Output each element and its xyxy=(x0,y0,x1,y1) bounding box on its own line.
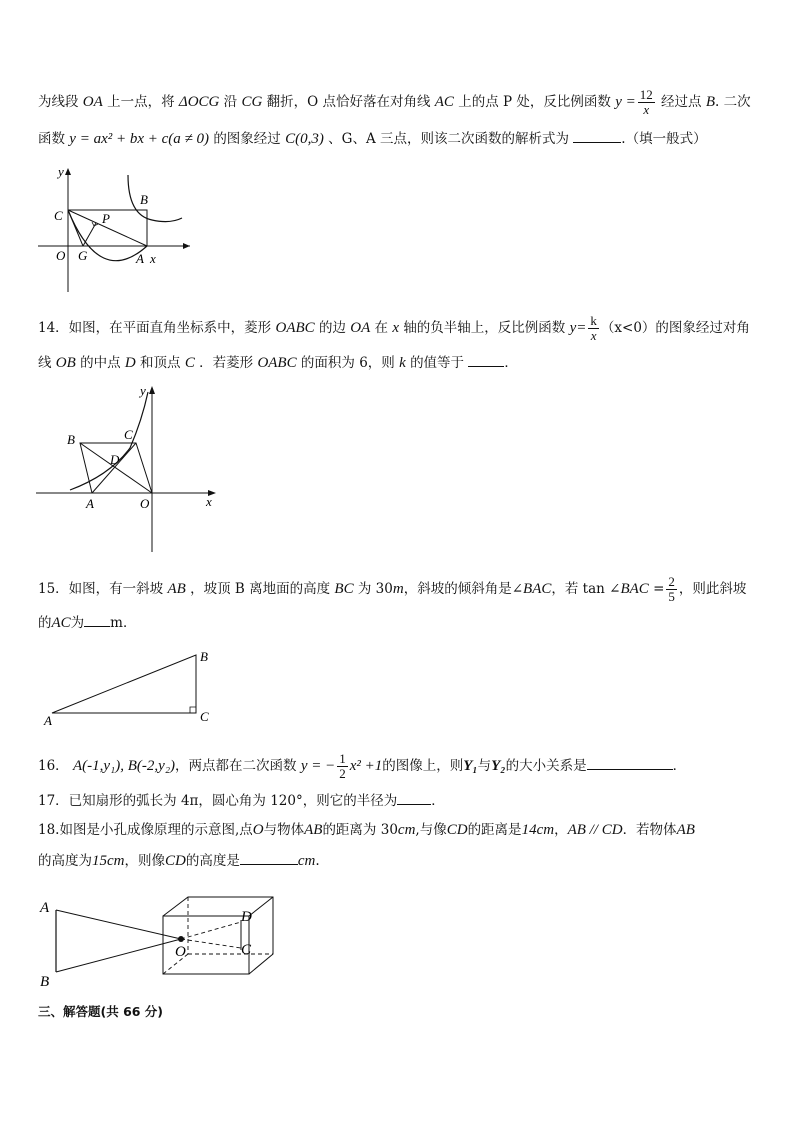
q14-fraction xyxy=(588,314,599,343)
q16-points: A(-1,y₁), B(-2,y₂) xyxy=(72,758,176,774)
q16-answer-blank[interactable] xyxy=(587,755,673,770)
q18-label-o: O xyxy=(175,944,186,960)
q13-y-arrow xyxy=(65,168,71,175)
q14-text: 线 xyxy=(38,355,52,371)
q18-ab: AB xyxy=(304,822,323,838)
q13-text: 的图象经过 xyxy=(213,131,281,147)
q14-text: 在 xyxy=(374,320,389,336)
q13-ac: AC xyxy=(434,94,454,110)
q14-text: 的中点 xyxy=(80,355,121,371)
q16-text: 16． xyxy=(38,758,69,774)
q15-label-b: B xyxy=(200,649,208,664)
q17-line xyxy=(38,790,445,811)
q13-point-c: C(0,3) xyxy=(285,131,324,147)
q18-line-2 xyxy=(38,850,320,871)
q15-bac: BAC xyxy=(523,581,552,597)
q14-func: y= xyxy=(569,320,587,336)
q13-text: 翻折，O 点恰好落在对角线 xyxy=(266,94,431,110)
q18-text: 的高度为 xyxy=(38,853,92,869)
q14-k: k xyxy=(399,355,406,371)
q15-figure xyxy=(36,645,226,730)
q15-eq: = xyxy=(653,581,665,597)
q15-right-angle xyxy=(190,707,196,713)
q17-text: 17．已知扇形的弧长为 4π，圆心角为 120°，则它的半径为 xyxy=(38,793,398,809)
q13-den: x xyxy=(643,102,650,117)
q13-line-2 xyxy=(38,128,707,149)
q16-y1: Y₁ xyxy=(463,758,478,774)
q13-label-g: G xyxy=(78,248,88,263)
q14-diagonal-ob xyxy=(80,443,152,493)
q18-image-ray-c xyxy=(181,939,241,948)
q18-pinhole-o xyxy=(178,936,184,942)
q13-label-c: C xyxy=(54,208,63,223)
q13-label-a: A xyxy=(136,251,144,266)
q15-fraction xyxy=(666,575,677,604)
q15-den: 5 xyxy=(668,589,675,604)
q16-text: ，两点都在二次函数 xyxy=(175,758,297,774)
q13-text: 经过点 xyxy=(661,94,702,110)
q16-text: ． xyxy=(672,758,687,774)
q16-den: 2 xyxy=(339,766,346,781)
q14-hyperbola xyxy=(70,392,148,490)
q14-label-o: O xyxy=(140,496,150,511)
q15-label-a: A xyxy=(44,713,52,728)
q13-oa: OA xyxy=(82,94,103,110)
q18-label-a: A xyxy=(40,900,50,916)
q13-cg: CG xyxy=(241,94,263,110)
q14-text: 的值等于 xyxy=(410,355,465,371)
q16-func: x² +1 xyxy=(349,758,383,774)
q15-text: ，若 tan ∠ xyxy=(551,581,621,597)
q18-text: 的距离为 30 xyxy=(322,822,398,838)
q15-text: 为 30 xyxy=(357,581,393,597)
q15-triangle xyxy=(52,655,196,713)
q13-text: 沿 xyxy=(223,94,238,110)
q14-text: 14．如图，在平面直角坐标系中，菱形 xyxy=(38,320,272,336)
q18-text: ，则像 xyxy=(124,853,165,869)
q16-text: 的大小关系是 xyxy=(505,758,587,774)
q15-m: m xyxy=(392,581,404,597)
q15-bac: BAC xyxy=(620,581,649,597)
q18-cm: cm xyxy=(397,822,416,838)
q13-func: y = xyxy=(615,94,636,110)
q13-figure xyxy=(30,160,230,295)
q18-text: ， xyxy=(554,822,568,838)
q14-text: 的边 xyxy=(318,320,346,336)
q18-cm: cm xyxy=(297,853,316,869)
q14-label-x: x xyxy=(206,494,212,509)
q14-label-b: B xyxy=(67,432,75,447)
q14-oabc: OABC xyxy=(257,355,297,371)
q14-y-arrow xyxy=(149,386,155,394)
q15-text: 15．如图，有一斜坡 xyxy=(38,581,164,597)
q13-fraction xyxy=(638,88,655,117)
q14-oa: OA xyxy=(350,320,371,336)
q18-parallel: AB // CD xyxy=(567,822,623,838)
q18-line-1 xyxy=(38,820,695,840)
q13-line-1 xyxy=(38,88,751,117)
q18-text: ．若物体 xyxy=(622,822,677,838)
q17-answer-blank[interactable] xyxy=(397,790,431,805)
q18-label-d: D xyxy=(241,909,252,925)
q13-label-x: x xyxy=(150,251,156,266)
q13-label-o: O xyxy=(56,248,66,263)
q16-text: 的图像上，则 xyxy=(382,758,464,774)
q18-distance: 14cm xyxy=(521,822,555,838)
q15-text: ，斜坡的倾斜角是∠ xyxy=(403,581,524,597)
q13-text: 上一点，将 xyxy=(107,94,175,110)
q18-image-ray-d xyxy=(181,922,241,939)
q13-label-y: y xyxy=(58,164,64,179)
q13-ocg: ΔOCG xyxy=(178,94,220,110)
q13-label-p: P xyxy=(102,211,110,226)
q13-quadratic: y = ax² + bx + c(a ≠ 0) xyxy=(69,131,210,147)
q15-num: 2 xyxy=(668,574,675,589)
q18-text: ,与像 xyxy=(415,822,447,838)
q18-height: 15cm xyxy=(92,853,125,869)
q13-text: . 二次 xyxy=(715,94,751,110)
q13-text: 函数 xyxy=(38,131,65,147)
q18-text: 18.如图是小孔成像原理的示意图,点 xyxy=(38,822,253,838)
q14-num: k xyxy=(590,313,597,328)
q15-ac: AC xyxy=(51,615,71,631)
q13-text: .（填一般式） xyxy=(621,131,707,147)
q16-line xyxy=(38,752,686,781)
q15-text: 的 xyxy=(38,615,52,631)
q13-num: 12 xyxy=(639,87,653,102)
q15-text: ，则此斜坡 xyxy=(678,581,747,597)
q18-text: 的距离是 xyxy=(467,822,522,838)
q18-label-b: B xyxy=(40,974,50,990)
q14-den: x xyxy=(590,328,597,343)
q14-label-y: y xyxy=(140,383,146,398)
q13-text: 、G、A 三点，则该二次函数的解析式为 xyxy=(328,131,569,147)
q14-text: 的面积为 6，则 xyxy=(300,355,395,371)
section-three-heading: 三、解答题(共 66 分) xyxy=(38,1004,164,1019)
q18-text: 与物体 xyxy=(263,822,305,838)
q14-c: C xyxy=(184,355,195,371)
q18-box-edge xyxy=(249,897,273,916)
q15-text: m． xyxy=(110,615,137,631)
q13-hyperbola xyxy=(128,175,182,222)
q18-ray-a xyxy=(56,910,181,939)
q18-ray-b xyxy=(56,939,181,972)
q13-text: 上的点 P 处，反比例函数 xyxy=(458,94,611,110)
q13-answer-blank[interactable] xyxy=(573,128,621,143)
q14-text: （x<0）的图象经过对角 xyxy=(600,320,750,336)
q13-b: B xyxy=(705,94,715,110)
q13-segment-gp xyxy=(83,223,96,246)
q13-x-arrow xyxy=(183,243,190,249)
q15-bc: BC xyxy=(334,581,354,597)
q14-text: ． xyxy=(504,355,518,371)
q14-label-d: D xyxy=(110,452,120,467)
q15-answer-blank[interactable] xyxy=(84,612,110,627)
q18-figure xyxy=(36,890,276,995)
q14-label-a: A xyxy=(86,496,94,511)
q16-num: 1 xyxy=(339,751,346,766)
q13-label-b: B xyxy=(140,192,148,207)
q14-d: D xyxy=(124,355,136,371)
q18-ab: AB xyxy=(676,822,695,838)
q14-diagonal-ac xyxy=(92,443,136,493)
q14-line-1 xyxy=(38,314,750,343)
q14-label-c: C xyxy=(124,427,133,442)
q15-text: 为 xyxy=(70,615,85,631)
q15-ab: AB xyxy=(167,581,186,597)
q18-text: 的高度是 xyxy=(185,853,240,869)
q18-o: O xyxy=(252,822,264,838)
q18-cd: CD xyxy=(446,822,468,838)
q14-oabc: OABC xyxy=(275,320,315,336)
q14-x: x xyxy=(392,320,400,336)
q14-text: 和顶点 xyxy=(140,355,181,371)
q16-func: y = − xyxy=(300,758,336,774)
q13-text: 为线段 xyxy=(38,94,79,110)
q18-cd: CD xyxy=(165,853,186,869)
q17-text: ． xyxy=(431,793,445,809)
q14-text: 轴的负半轴上，反比例函数 xyxy=(403,320,566,336)
q16-fraction xyxy=(337,752,348,781)
q15-text: ，坡顶 B 离地面的高度 xyxy=(190,581,331,597)
q18-answer-blank[interactable] xyxy=(240,850,298,865)
q15-line-2 xyxy=(38,612,136,633)
q15-label-c: C xyxy=(200,709,209,724)
q18-label-c: C xyxy=(241,942,252,958)
q15-line-1 xyxy=(38,575,746,604)
q14-figure xyxy=(30,380,230,555)
q14-answer-blank[interactable] xyxy=(468,352,504,367)
q18-text: . xyxy=(315,853,320,869)
q16-text: 与 xyxy=(477,758,492,774)
q16-y2: Y₂ xyxy=(491,758,506,774)
q18-box-top-right xyxy=(163,897,273,974)
q14-ob: OB xyxy=(55,355,76,371)
q14-text: ．若菱形 xyxy=(199,355,254,371)
q14-line-2 xyxy=(38,352,518,373)
